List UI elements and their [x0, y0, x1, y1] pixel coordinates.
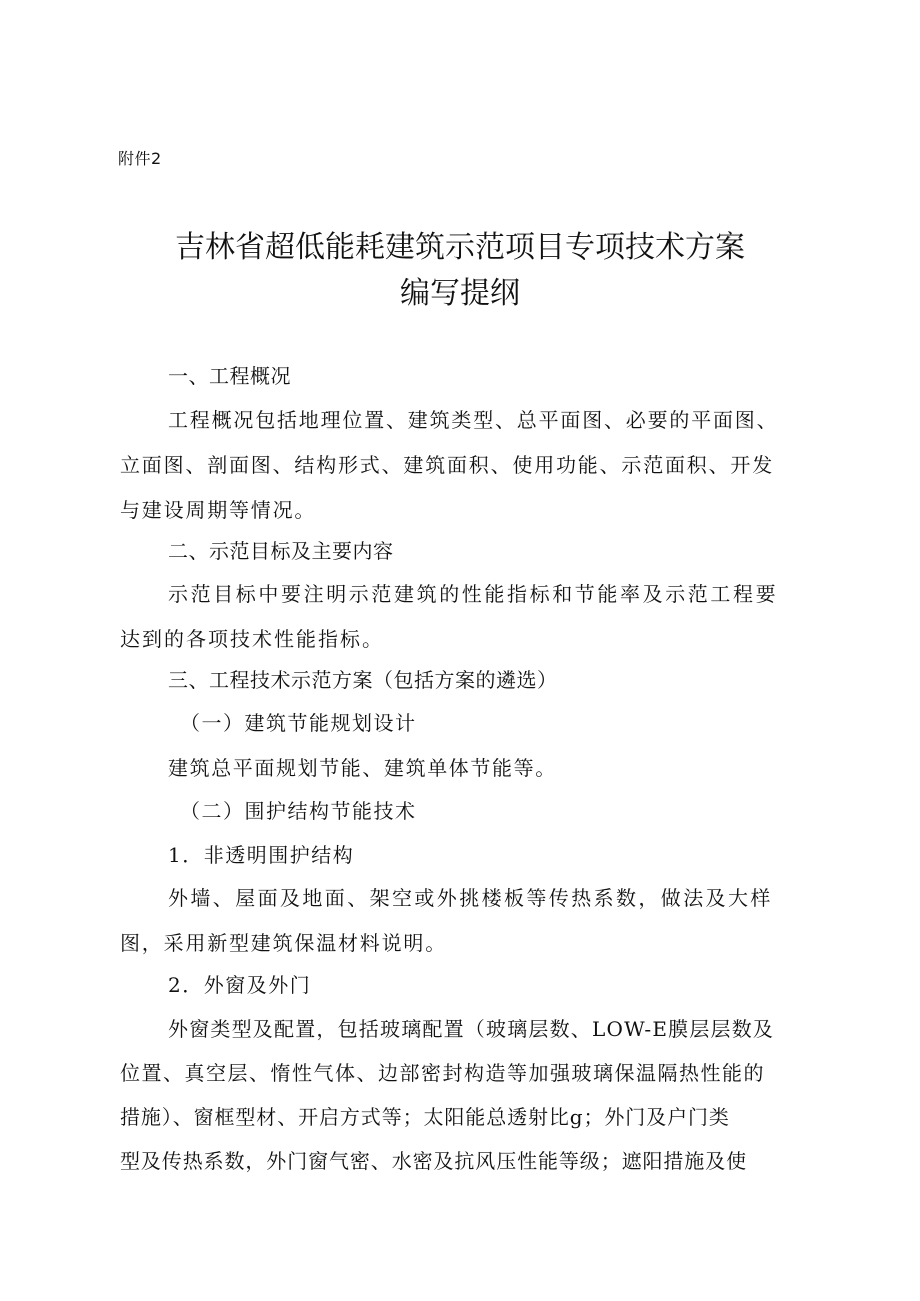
paragraph-line: 外窗类型及配置，包括玻璃配置（玻璃层数、LOW-E膜层层数及	[168, 1017, 775, 1041]
paragraph-line: 与建设周期等情况。	[120, 498, 317, 522]
document-title-line-1: 吉林省超低能耗建筑示范项目专项技术方案	[175, 230, 745, 265]
paragraph-line: 建筑总平面规划节能、建筑单体节能等。	[168, 756, 557, 780]
document-title-line-2: 编写提纲	[400, 276, 520, 311]
item-heading: 1．非透明围护结构	[168, 843, 355, 867]
paragraph-line: 型及传热系数，外门窗气密、水密及抗风压性能等级；遮阳措施及使	[120, 1149, 747, 1173]
paragraph-line: 措施）、窗框型材、开启方式等；太阳能总透射比g；外门及户门类	[120, 1105, 730, 1129]
subsection-heading: （一）建筑节能规划设计	[180, 711, 417, 735]
section-3-heading: 三、工程技术示范方案（包括方案的遴选）	[168, 668, 558, 692]
paragraph-line: 立面图、剖面图、结构形式、建筑面积、使用功能、示范面积、开发	[120, 453, 774, 477]
item-heading: 2．外窗及外门	[168, 973, 312, 997]
paragraph-line: 外墙、屋面及地面、架空或外挑楼板等传热系数，做法及大样	[168, 886, 773, 910]
paragraph-line: 达到的各项技术性能指标。	[120, 627, 384, 651]
paragraph-line: 示范目标中要注明示范建筑的性能指标和节能率及示范工程要	[168, 582, 779, 606]
section-1-heading: 一、工程概况	[168, 364, 291, 388]
attachment-label: 附件2	[118, 149, 162, 168]
paragraph-line: 位置、真空层、惰性气体、边部密封构造等加强玻璃保温隔热性能的	[120, 1061, 765, 1085]
paragraph-line: 工程概况包括地理位置、建筑类型、总平面图、必要的平面图、	[168, 408, 779, 432]
subsection-heading: （二）围护结构节能技术	[180, 799, 417, 823]
section-2-heading: 二、示范目标及主要内容	[168, 539, 394, 563]
paragraph-line: 图，采用新型建筑保温材料说明。	[120, 931, 447, 955]
